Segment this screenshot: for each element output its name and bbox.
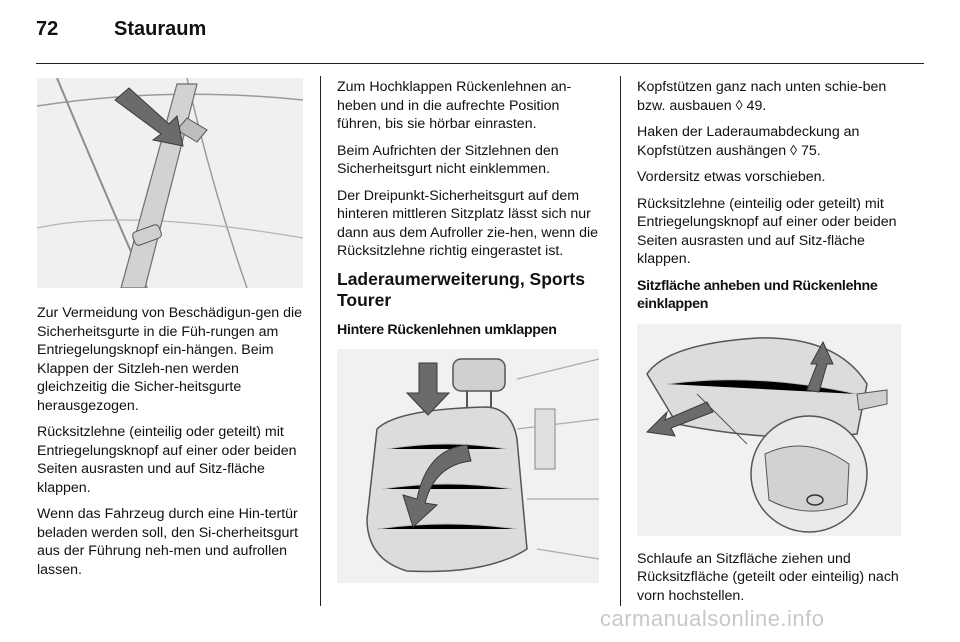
raise-seat-illustration bbox=[637, 324, 901, 536]
col3-paragraph-5: Schlaufe an Sitzfläche ziehen und Rücksitzfläche (geteilt oder einteilig) nach vorn hochstellen. bbox=[637, 550, 899, 604]
col2-paragraph-3: Der Dreipunkt-Sicherheitsgurt auf dem hinteren mittleren Sitzplatz lässt sich nur dann aus dem Aufroller zie-hen, wenn die Rücksitzlehne richtig eingerastet ist. bbox=[337, 187, 599, 259]
col2-paragraph-2: Beim Aufrichten der Sitzlehnen den Sicherheitsgurt nicht einklemmen. bbox=[337, 142, 559, 177]
watermark: carmanualsonline.info bbox=[600, 606, 825, 631]
col3-paragraph-3: Vordersitz etwas vorschieben. bbox=[637, 169, 826, 185]
col1-paragraph-2: Rücksitzlehne (einteilig oder geteilt) mit Entriegelungsknopf auf einer oder beiden Seiten ausrasten und auf Sitz-fläche klappen. bbox=[37, 424, 297, 496]
page-number: 72 bbox=[36, 18, 59, 40]
column-divider-2 bbox=[620, 76, 621, 606]
col3-paragraph-1: Kopfstützen ganz nach unten schie-ben bzw. ausbauen ◊ 49. bbox=[637, 79, 887, 114]
column-1 bbox=[37, 78, 303, 587]
subsection-heading-fold-backrest: Hintere Rückenlehnen umklappen bbox=[337, 321, 557, 338]
page-header bbox=[36, 18, 206, 48]
column-3 bbox=[637, 78, 905, 613]
section-heading: Laderaumerweiterung, Sports Tourer bbox=[337, 268, 585, 310]
section-title: Stauraum bbox=[114, 18, 207, 40]
col3-paragraph-4: Rücksitzlehne (einteilig oder geteilt) mit Entriegelungsknopf auf einer oder beiden Seiten ausrasten und auf Sitz-fläche klappen. bbox=[637, 195, 897, 267]
col2-paragraph-1: Zum Hochklappen Rückenlehnen an-heben und in die aufrechte Position führen, bis sie hörbar einrasten. bbox=[337, 79, 572, 132]
col1-paragraph-3: Wenn das Fahrzeug durch eine Hin-tertür beladen werden soll, den Si-cherheitsgurt aus der Führung neh-men und aufrollen lassen. bbox=[37, 506, 299, 578]
column-2 bbox=[337, 78, 605, 583]
col3-paragraph-2: Haken der Laderaumabdeckung an Kopfstützen aushängen ◊ 75. bbox=[637, 124, 860, 159]
fold-backrest-illustration bbox=[337, 349, 599, 583]
subsection-heading-raise-seat: Sitzfläche anheben und Rückenlehne einklappen bbox=[637, 277, 878, 312]
col1-paragraph-1: Zur Vermeidung von Beschädigun-gen die Sicherheitsgurte in die Füh-rungen am Entriegelungsknopf ein-hängen. Beim Klappen der Sitzleh-nen werden gleichzeitig die Sicher-heitsgurte herausgezogen. bbox=[37, 305, 303, 414]
column-divider-1 bbox=[320, 76, 321, 606]
header-rule bbox=[36, 63, 924, 64]
seatbelt-guide-illustration bbox=[37, 78, 303, 288]
